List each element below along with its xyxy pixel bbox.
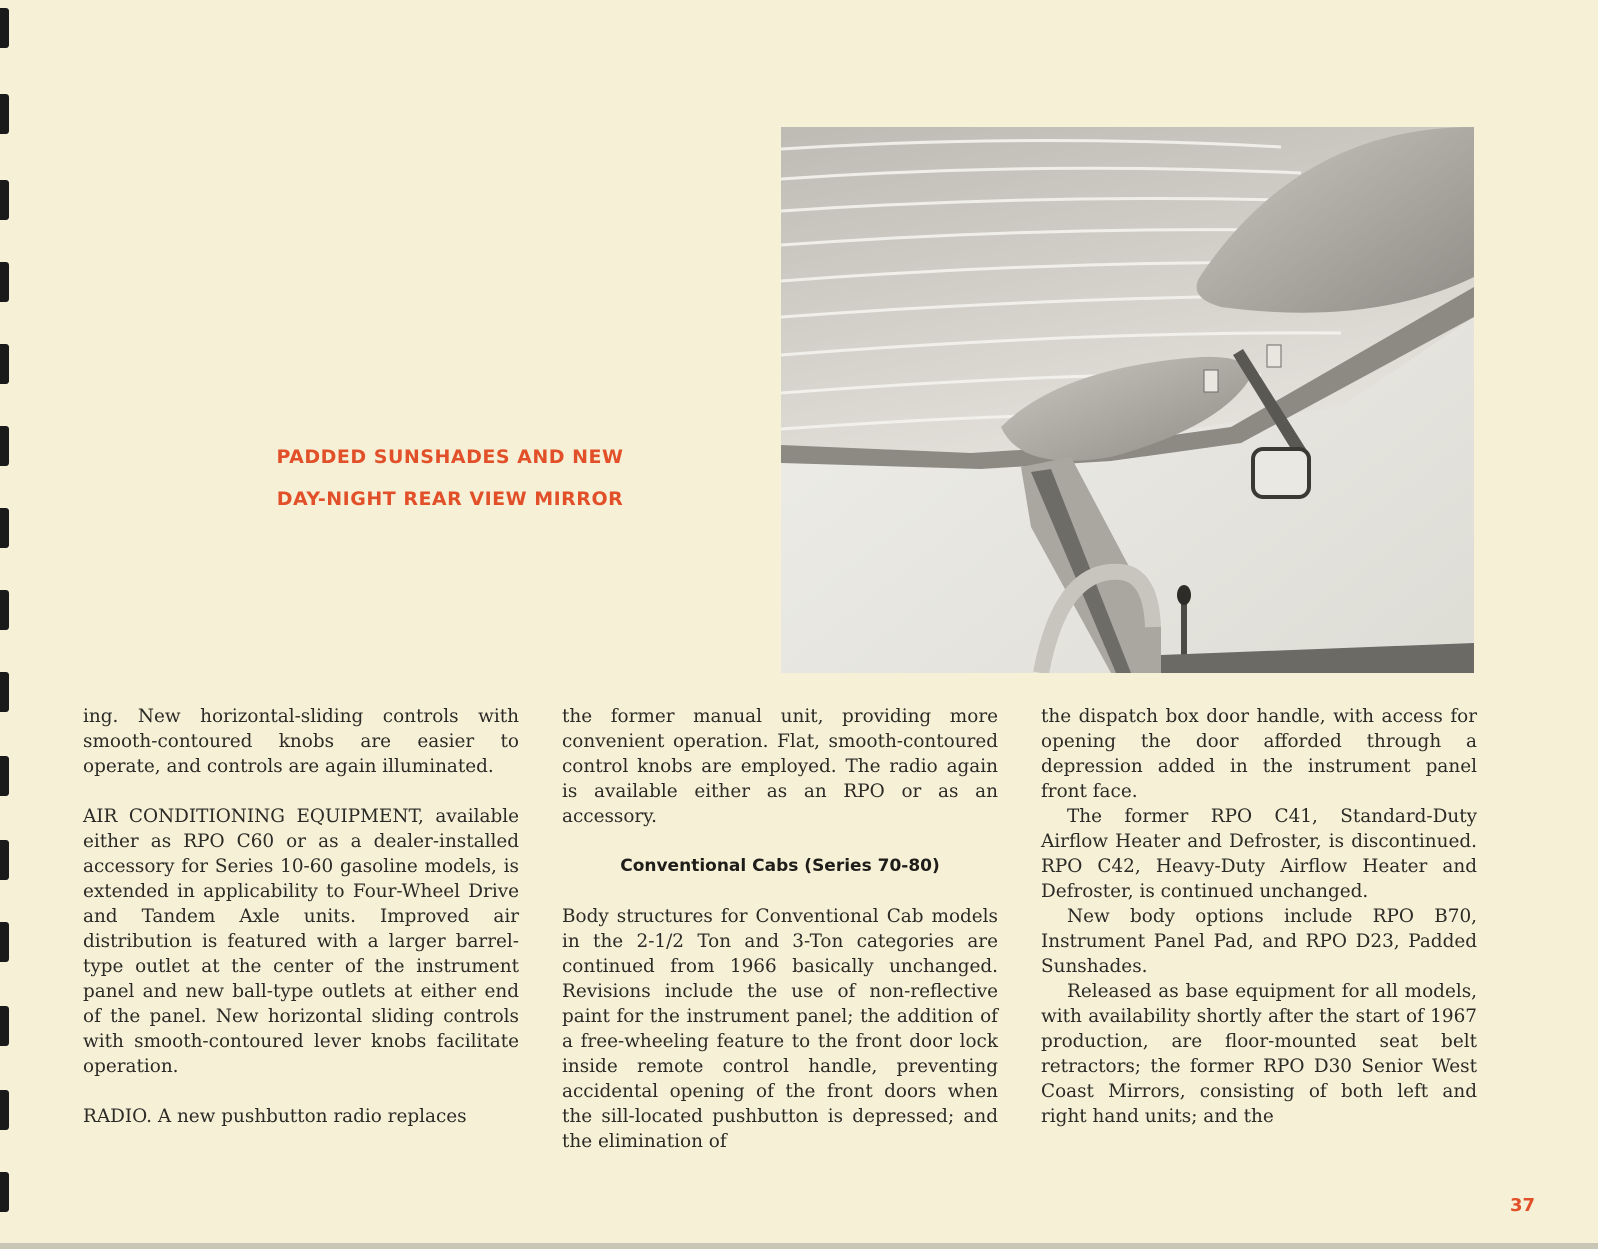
paragraph-air-conditioning: AIR CONDITIONING EQUIPMENT, available either as RPO C60 or as a dealer-installed accessory for Series 10-60 gasoline models, is extended in applicability to Four-Wheel Drive and Tandem Axle units. Improved air distribution is featured with a larger barrel-type outlet at the center of the instrument panel and new ball-type outlets at either end of the panel. New horizontal sliding controls with smooth-contoured lever knobs facilitate operation.: [83, 806, 519, 1077]
paragraph: New body options include RPO B70, Instrument Panel Pad, and RPO D23, Padded Sunshades.: [1041, 906, 1477, 977]
caption-line-2: DAY-NIGHT REAR VIEW MIRROR: [276, 488, 624, 510]
binding-hole: [0, 8, 9, 48]
binding-hole: [0, 922, 9, 962]
paragraph: the former manual unit, providing more convenient operation. Flat, smooth-contoured control knobs are employed. The radio again is available either as an RPO or as an accessory.: [562, 706, 998, 827]
paragraph-radio: RADIO. A new pushbutton radio replaces: [83, 1106, 467, 1127]
paragraph: ing. New horizontal-sliding controls with smooth-contoured knobs are easier to operate, and controls are again illuminated.: [83, 706, 519, 777]
binding-hole: [0, 262, 9, 302]
binding-hole: [0, 840, 9, 880]
binding-hole: [0, 180, 9, 220]
paragraph: Body structures for Conventional Cab models in the 2-1/2 Ton and 3-Ton categories are continued from 1966 basically unchanged. Revisions include the use of non-reflective paint for the instrument panel; the addition of a free-wheeling feature to the front door lock inside remote control handle, preventing accidental opening of the front doors when the sill-located pushbutton is depressed; and the elimination of: [562, 906, 998, 1152]
paragraph: Released as base equipment for all models, with availability shortly after the start of 1967 production, are floor-mounted seat belt retractors; the former RPO D30 Senior West Coast Mirrors, consisting of both left and right hand units; and the: [1041, 981, 1477, 1127]
binding-hole: [0, 1006, 9, 1046]
section-heading: Conventional Cabs (Series 70-80): [620, 856, 940, 876]
caption-line-1: PADDED SUNSHADES AND NEW: [276, 446, 624, 468]
text-column-3: [1041, 704, 1477, 1129]
binding-hole: [0, 344, 9, 384]
page-number: 37: [1510, 1195, 1536, 1216]
binding-hole: [0, 426, 9, 466]
binding-hole: [0, 1090, 9, 1130]
paragraph: the dispatch box door handle, with access for opening the door afforded through a depression added in the instrument panel front face.: [1041, 706, 1477, 802]
spiral-binding: [0, 0, 20, 1249]
binding-hole: [0, 94, 9, 134]
binding-hole: [0, 756, 9, 796]
photo-caption: [240, 436, 660, 520]
page-edge: [0, 1243, 1598, 1249]
binding-hole: [0, 672, 9, 712]
binding-hole: [0, 590, 9, 630]
text-column-1: [83, 704, 519, 1129]
text-column-2: [562, 704, 998, 1154]
cab-interior-photo: [781, 127, 1474, 673]
binding-hole: [0, 1172, 9, 1212]
binding-hole: [0, 508, 9, 548]
paragraph: The former RPO C41, Standard-Duty Airflow Heater and Defroster, is discontinued. RPO C42, Heavy-Duty Airflow Heater and Defroster, is continued unchanged.: [1041, 806, 1477, 902]
